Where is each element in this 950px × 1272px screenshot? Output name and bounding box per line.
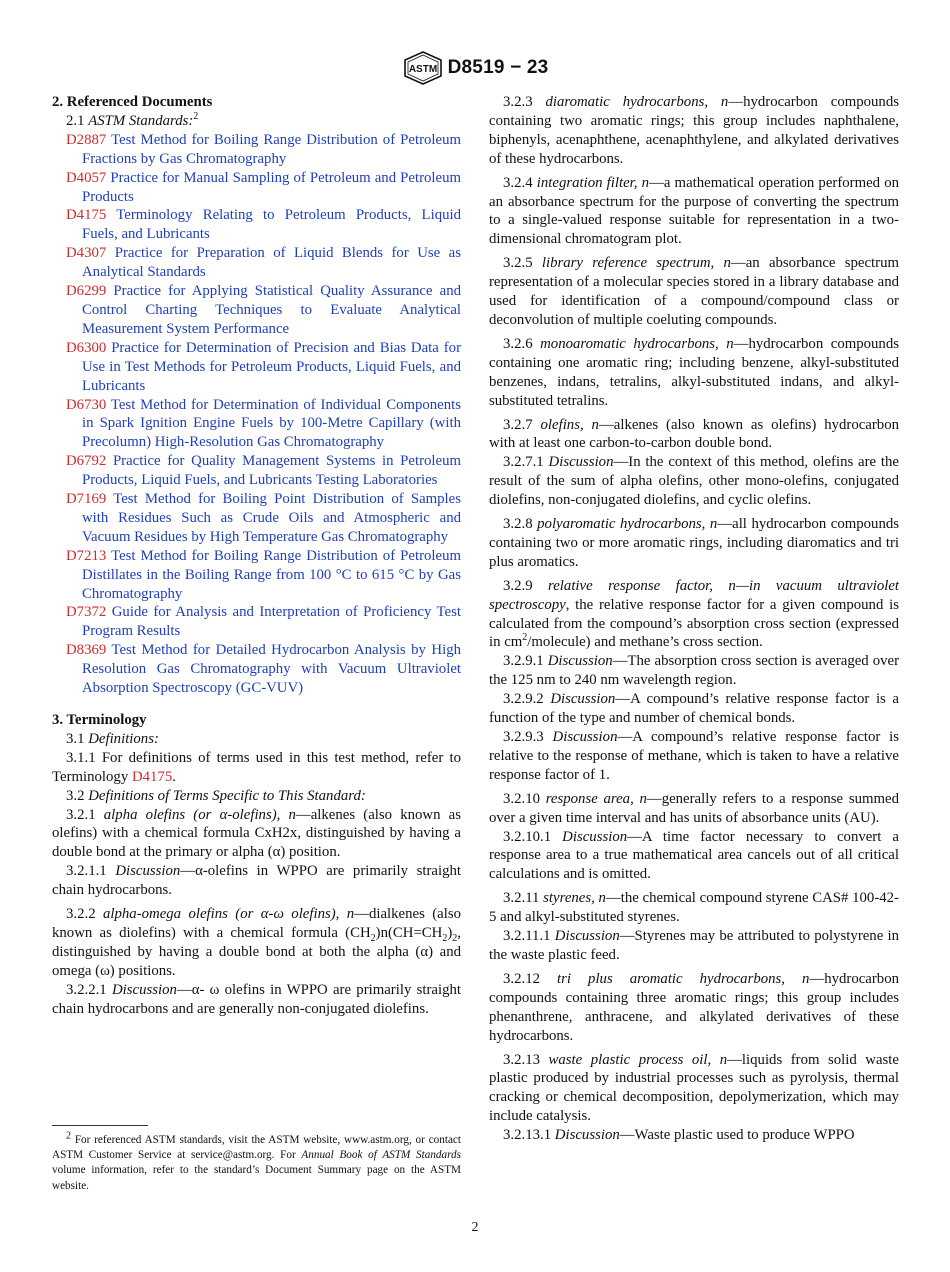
page-header: [0, 50, 950, 86]
discussion-3-2-9-1: 3.2.9.1 Discussion—The absorption cross section is averaged over the 125 nm to 240 nm wavelength region.: [489, 653, 899, 689]
reference-item-d4175: [52, 206, 461, 244]
discussion-3-2-9-3: 3.2.9.3 Discussion—A compound’s relative response factor is relative to the response of methane, which is taken to have a relative response factor of 1.: [489, 729, 899, 783]
reference-title-link[interactable]: Test Method for Boiling Range Distribution of Petroleum Fractions by Gas Chromatography: [82, 131, 461, 167]
definition-3-2-1: 3.2.1 alpha olefins (or α-olefins), n—alkenes (also known as olefins) with a chemical formula CxH2x, distinguished by having a double bond at the primary or alpha (α) position.: [52, 806, 461, 861]
definition-3-2-13: 3.2.13 waste plastic process oil, n—liquids from solid waste plastic produced by industrial processes such as pyrolysis, thermal cracking or chemical decomposition, depolymerization, which may include catalysis.: [489, 1051, 899, 1125]
reference-title-link[interactable]: Practice for Preparation of Liquid Blends for Use as Analytical Standards: [82, 245, 461, 281]
section-3-heading: 3. Terminology: [52, 712, 147, 728]
reference-title-link[interactable]: Test Method for Boiling Point Distribution of Samples with Residues Such as Crude Oils and Atmospheric and Vacuum Residues by High Temperature Gas Chromatography: [82, 491, 461, 545]
astm-logo-icon: [402, 51, 444, 85]
reference-code-link[interactable]: D8369: [66, 642, 107, 659]
definition-3-2-5: 3.2.5 library reference spectrum, n—an absorbance spectrum representation of a molecular species stored in a library database and used for identification of a compound/compound class or deconvolution of multiple coeluting compounds.: [489, 255, 900, 328]
discussion-3-2-13-1: 3.2.13.1 Discussion—Waste plastic used to produce WPPO: [503, 1127, 855, 1144]
definition-3-1-1: 3.1.1 For definitions of terms used in this test method, refer to Terminology D4175.: [52, 749, 462, 785]
reference-title-link[interactable]: Guide for Analysis and Interpretation of Proficiency Test Program Results: [82, 604, 461, 640]
reference-item-d4307: [52, 244, 461, 282]
left-column: [52, 93, 461, 1019]
reference-title-link[interactable]: Practice for Determination of Precision and Bias Data for Use in Test Methods for Petroleum Products, Liquid Fuels, and Lubricants: [82, 339, 461, 394]
reference-title-link[interactable]: Practice for Applying Statistical Quality Assurance and Control Charting Techniques to Evaluate Analytical Measurement System Performance: [82, 283, 461, 337]
reference-item-d6730: [52, 396, 461, 453]
discussion-3-2-10-1: 3.2.10.1 Discussion—A time factor necessary to convert a response area to a true mathematical area cancels out of all critical calculations and is omitted.: [489, 828, 899, 883]
reference-code-link[interactable]: D7169: [66, 491, 107, 508]
definition-3-2-7: 3.2.7 olefins, n—alkenes (also known as olefins) hydrocarbon with at least one carbon-to-carbon double bond.: [489, 416, 899, 452]
definition-3-2-8: 3.2.8 polyaromatic hydrocarbons, n—all hydrocarbon compounds containing two or more aromatic rings, including diaromatics and tri plus aromatics.: [489, 516, 899, 570]
definition-3-2-3: 3.2.3 diaromatic hydrocarbons, n—hydrocarbon compounds containing two aromatic rings; this group includes naphthalene, biphenyls, acenaphthene, acenaphthylene, and alkylated derivatives of these hydrocarbons.: [489, 94, 899, 167]
reference-item-d2887: [52, 131, 461, 169]
definition-3-2-10: 3.2.10 response area, n—generally refers to a response summed over a given time interval and has units of absorbance units (AU).: [489, 790, 899, 826]
standard-designation: D8519 − 23: [447, 57, 549, 78]
definition-3-2: 3.2 Definitions of Terms Specific to This Standard:: [66, 787, 366, 804]
reference-item-d6300: [52, 339, 461, 396]
reference-item-d6299: [52, 282, 461, 339]
right-column: [489, 93, 899, 1145]
reference-title-link[interactable]: Practice for Manual Sampling of Petroleum and Petroleum Products: [82, 169, 461, 205]
referenced-documents-list: [52, 131, 461, 698]
reference-code-link[interactable]: D6792: [66, 453, 107, 470]
definition-3-2-12: 3.2.12 tri plus aromatic hydrocarbons, n—hydrocarbon compounds containing three aromatic rings; this group includes phenanthrene, anthracene, and alkylated derivatives of these hydrocarbons.: [489, 970, 899, 1044]
reference-code-link[interactable]: D2887: [66, 131, 107, 148]
definition-3-1: 3.1 Definitions:: [66, 730, 159, 747]
definition-3-2-11: 3.2.11 styrenes, n—the chemical compound styrene CAS# 100-42-5 and alkyl-substituted styrenes.: [489, 890, 899, 926]
reference-code-link[interactable]: D7372: [66, 604, 107, 621]
discussion-3-2-2-1: 3.2.2.1 Discussion—α- ω olefins in WPPO are primarily straight chain hydrocarbons and are generally non-conjugated diolefins.: [52, 981, 461, 1017]
reference-title-link[interactable]: Test Method for Determination of Individual Components in Spark Ignition Engine Fuels by 100-Metre Capillary (with Precolumn) High-Resolution Gas Chromatography: [82, 396, 462, 451]
reference-item-d7213: [52, 547, 461, 604]
reference-title-link[interactable]: Test Method for Detailed Hydrocarbon Analysis by High Resolution Gas Chromatography with Vacuum Ultraviolet Absorption Spectroscopy (GC-VUV): [82, 642, 462, 697]
reference-title-link[interactable]: Test Method for Boiling Range Distribution of Petroleum Distillates in the Boiling Range from 100 °C to 615 °C by Gas Chromatography: [82, 547, 461, 602]
discussion-3-2-7-1: 3.2.7.1 Discussion—In the context of this method, olefins are the result of the sum of alpha olefins, other mono-olefins, conjugated diolefins, non-conjugated diolefins, and cyclic olefins.: [489, 454, 900, 509]
discussion-3-2-11-1: 3.2.11.1 Discussion—Styrenes may be attributed to polystyrene in the waste plastic feed.: [489, 928, 900, 963]
definition-3-2-4: 3.2.4 integration filter, n—a mathematical operation performed on an absorbance spectrum for the purpose of converting the spectrum to a single-valued response suitable for representation in a two-dimensional chromatogram plot.: [489, 174, 900, 248]
terminology-link[interactable]: D4175: [131, 768, 173, 785]
definition-3-2-9: 3.2.9 relative response factor, n—in vacuum ultraviolet spectroscopy, the relative response factor for a given compound is calculated from the compound’s absorption cross section (expressed in $cm^2/molecule$) and methane’s cross section.: [489, 577, 900, 651]
reference-item-d7169: [52, 490, 461, 547]
footnote: $^2$ For referenced ASTM standards, visit the ASTM website, www.astm.org, or contact ASTM Customer Service at service@astm.org. For Annual Book of ASTM Standards volume information, refer to the standard’s Document Summary page on the ASTM website.: [52, 1130, 461, 1192]
astm-standards-intro: 2.1 ASTM Standards:$^2$: [66, 110, 199, 129]
reference-code-link[interactable]: D4307: [66, 245, 107, 262]
definition-3-2-6: 3.2.6 monoaromatic hydrocarbons, n—hydrocarbon compounds containing one aromatic ring; including benzene, alkyl-substituted benzenes, indans, tetralins, alkyl-substituted indans, and alkyl-substituted tetralins.: [489, 335, 899, 409]
definition-3-2-2: 3.2.2 alpha-omega olefins (or α-ω olefins), n—dialkenes (also known as diolefins) with a chemical formula $(CH_2)n(CH=CH_2)_2$, distinguished by having a double bond at both the alpha (α) and omega (ω) positions.: [52, 906, 461, 979]
section-2-heading: 2. Referenced Documents: [52, 94, 213, 110]
reference-item-d7372: [52, 603, 461, 641]
reference-item-d6792: [52, 452, 461, 490]
footnote-divider: [52, 1125, 148, 1126]
reference-item-d4057: [52, 169, 461, 207]
svg-text:ASTM: ASTM: [408, 64, 437, 75]
discussion-3-2-9-2: 3.2.9.2 Discussion—A compound’s relative response factor is a function of the type and number of chemical bonds.: [489, 691, 899, 727]
reference-title-link[interactable]: Practice for Quality Management Systems in Petroleum Products, Liquid Fuels, and Lubricants Testing Laboratories: [82, 453, 462, 489]
page-number: 2: [471, 1220, 479, 1235]
reference-code-link[interactable]: D6730: [66, 396, 107, 413]
reference-code-link[interactable]: D7213: [66, 547, 107, 564]
reference-title-link[interactable]: Terminology Relating to Petroleum Products, Liquid Fuels, and Lubricants: [82, 207, 461, 243]
reference-code-link[interactable]: D6300: [66, 339, 107, 356]
reference-code-link[interactable]: D4057: [66, 169, 107, 186]
reference-code-link[interactable]: D6299: [66, 283, 107, 300]
reference-item-d8369: [52, 641, 461, 698]
footnote-mark[interactable]: 2: [193, 110, 199, 122]
discussion-3-2-1-1: 3.2.1.1 Discussion—α-olefins in WPPO are primarily straight chain hydrocarbons.: [52, 863, 461, 899]
reference-code-link[interactable]: D4175: [66, 207, 107, 224]
